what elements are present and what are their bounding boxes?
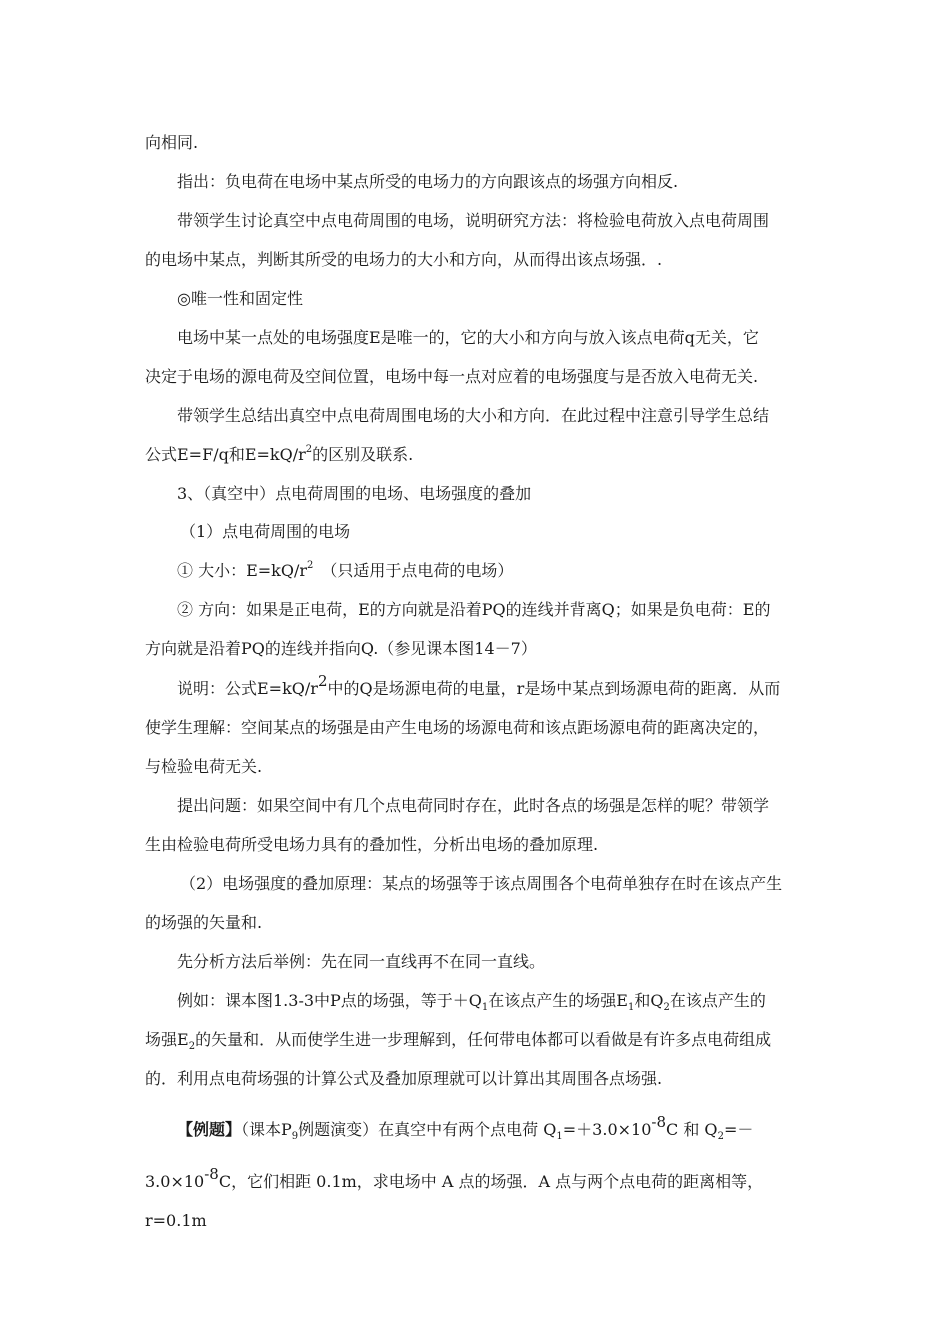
subscript: 1	[481, 1002, 489, 1014]
exponent: -8	[204, 1164, 219, 1183]
section-heading: ◎唯一性和固定性	[177, 289, 303, 308]
example-line	[177, 1112, 754, 1143]
example-line: r=0.1m	[145, 1211, 207, 1230]
subsection-heading: （2）电场强度的叠加原理：某点的场强等于该点周围各个电荷单独存在时在该点产生	[180, 874, 783, 893]
exponent: 2	[305, 443, 313, 455]
subscript: 9	[291, 1131, 299, 1143]
paragraph-line: 使学生理解：空间某点的场强是由产生电场的场源电荷和该点距场源电荷的距离决定的，	[145, 718, 770, 737]
paragraph-line: 向相同.	[145, 133, 199, 152]
subscript: 2	[663, 1002, 670, 1014]
subscript: 2	[717, 1131, 724, 1143]
paragraph-line: 的场强的矢量和.	[145, 913, 263, 932]
example-line	[145, 1164, 764, 1193]
paragraph-line: 提出问题：如果空间中有几个点电荷同时存在，此时各点的场强是怎样的呢？带领学	[177, 796, 770, 815]
subscript: 1	[556, 1131, 563, 1143]
subscript: 1	[627, 1002, 635, 1014]
paragraph-text: C 和 Q	[666, 1120, 718, 1139]
paragraph-line	[177, 671, 781, 700]
list-item: ② 方向：如果是正电荷，E的方向就是沿着PQ的连线并背离Q；如果是负电荷：E的	[177, 600, 771, 619]
paragraph-line: 方向就是沿着PQ的连线并指向Q.（参见课本图14－7）	[145, 639, 537, 658]
paragraph-line: 先分析方法后举例：先在同一直线再不在同一直线。	[177, 952, 546, 971]
formula-text: 公式E=F/q和E=kQ/r	[145, 445, 306, 464]
example-label: 【例题】	[177, 1120, 242, 1139]
subsection-heading: （1）点电荷周围的电场	[180, 522, 351, 541]
paragraph-line	[145, 1029, 771, 1051]
paragraph-text: 在该点产生的场强E	[488, 991, 628, 1010]
section-heading: 3、（真空中）点电荷周围的电场、电场强度的叠加	[177, 484, 532, 503]
paragraph-text: 例如：课本图1.3-3中P点的场强，等于＋Q	[177, 991, 482, 1010]
formula-text: 说明：公式E=kQ/r	[177, 679, 318, 698]
paragraph-text: =＋3.0×10	[562, 1120, 652, 1139]
paragraph-line: 带领学生讨论真空中点电荷周围的电场，说明研究方法：将检验电荷放入点电荷周围	[177, 211, 770, 230]
paragraph-text: 3.0×10	[145, 1172, 205, 1191]
paragraph-line: 生由检验电荷所受电场力具有的叠加性，分析出电场的叠加原理.	[145, 835, 599, 854]
paragraph-text: 的区别及联系.	[312, 445, 414, 464]
list-item	[177, 560, 513, 582]
exponent: -8	[651, 1112, 667, 1131]
paragraph-text: 的矢量和．从而使学生进一步理解到，任何带电体都可以看做是有许多点电荷组成	[195, 1030, 772, 1049]
paragraph-text: 场强E	[145, 1030, 189, 1049]
paragraph-text: =－	[723, 1120, 754, 1139]
paragraph-text: 中的Q是场源电荷的电量，r是场中某点到场源电荷的距离．从而	[327, 679, 781, 698]
paragraph-line: 电场中某一点处的电场强度E是唯一的，它的大小和方向与放入该点电荷q无关，它	[177, 328, 759, 347]
paragraph-text: （课本P	[241, 1120, 292, 1139]
paragraph-text: 例题演变）在真空中有两个点电荷 Q	[298, 1120, 557, 1139]
paragraph-text: C，它们相距 0.1m，求电场中 A 点的场强．A 点与两个点电荷的距离相等，	[218, 1172, 764, 1191]
paragraph-line: 的电场中某点，判断其所受的电场力的大小和方向，从而得出该点场强．.	[145, 250, 663, 269]
paragraph-text: （只适用于点电荷的电场）	[313, 561, 514, 580]
paragraph-line: 指出：负电荷在电场中某点所受的电场力的方向跟该点的场强方向相反.	[177, 172, 679, 191]
paragraph-line	[145, 444, 413, 466]
paragraph-line: 决定于电场的源电荷及空间位置，电场中每一点对应着的电场强度与是否放入电荷无关.	[145, 367, 759, 386]
paragraph-line: 带领学生总结出真空中点电荷周围电场的大小和方向．在此过程中注意引导学生总结	[177, 406, 770, 425]
exponent: 2	[307, 559, 314, 571]
paragraph-line: 与检验电荷无关.	[145, 757, 263, 776]
paragraph-text: 在该点产生的	[669, 991, 766, 1010]
paragraph-text: 和Q	[634, 991, 664, 1010]
paragraph-line: 的．利用点电荷场强的计算公式及叠加原理就可以计算出其周围各点场强.	[145, 1069, 663, 1088]
paragraph-line	[177, 990, 766, 1012]
formula-text: ① 大小：E=kQ/r	[177, 561, 308, 580]
subscript: 2	[188, 1041, 196, 1053]
exponent: 2	[317, 671, 328, 690]
